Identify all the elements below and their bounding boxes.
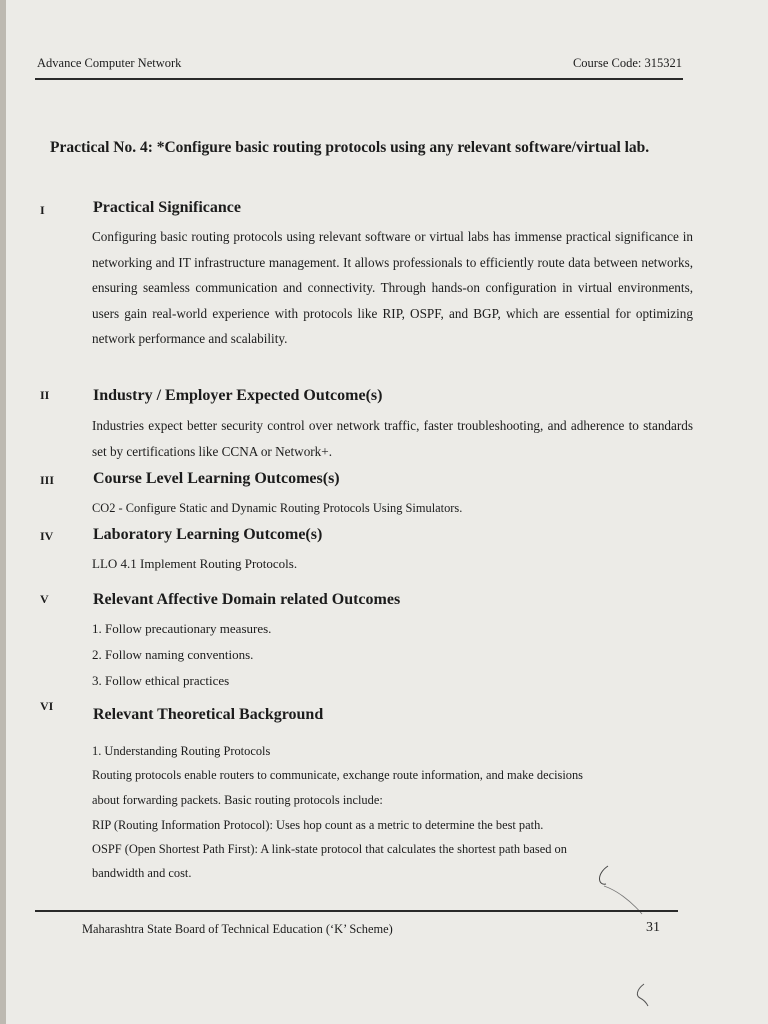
list-item: 2. Follow naming conventions. [92,647,254,662]
section-number: V [40,592,49,606]
section-number: II [40,388,50,402]
body-line: about forwarding packets. Basic routing protocols include: [92,793,383,807]
page-number: 31 [646,920,660,935]
footer-rule [35,910,678,912]
section-body: Configuring basic routing protocols using relevant software or virtual labs has immense practical significance in networking and IT infrastructure management. It allows professionals to efficiently route data between networks, ensuring seamless communication and connectivity. Through hands-on configuration in virtual environments, users gain real-world experience with protocols like RIP, OSPF, and BGP, which are essential for optimizing network performance and scalability. [92,229,693,347]
section-heading: Relevant Theoretical Background [93,706,324,723]
body-line: 1. Understanding Routing Protocols [92,744,271,758]
section-heading: Laboratory Learning Outcome(s) [93,526,323,543]
body-line: OSPF (Open Shortest Path First): A link-state protocol that calculates the shortest path based on [92,842,567,856]
header-rule [35,78,683,80]
section-heading: Industry / Employer Expected Outcome(s) [93,387,383,404]
section-body: LLO 4.1 Implement Routing Protocols. [92,556,298,571]
body-line: RIP (Routing Information Protocol): Uses hop count as a metric to determine the best path. [92,818,544,832]
list-item: 1. Follow precautionary measures. [92,621,272,636]
section-number: VI [40,699,54,713]
list-item: 3. Follow ethical practices [92,673,230,688]
section-number: III [40,473,55,487]
body-line: bandwidth and cost. [92,866,192,880]
header-course-code: Course Code: 315321 [572,56,682,70]
section-number: IV [40,529,54,543]
section-heading: Relevant Affective Domain related Outcomes [93,591,401,608]
section-body: Industries expect better security control over network traffic, faster troubleshooting, and adherence to standards set by certifications like CCNA or Network+. [92,418,693,459]
section-body: CO2 - Configure Static and Dynamic Routing Protocols Using Simulators. [92,501,463,515]
section-number: I [40,203,45,217]
section-heading: Practical Significance [93,199,241,216]
body-line: Routing protocols enable routers to communicate, exchange route information, and make decisions [92,768,584,782]
footer-board-name: Maharashtra State Board of Technical Education (‘K’ Scheme) [82,922,393,936]
pen-mark [630,980,660,1010]
page-edge-shadow [0,0,6,1024]
practical-title: Practical No. 4: *Configure basic routing protocols using any relevant software/virtual lab. [50,139,650,156]
header-course-name: Advance Computer Network [37,56,182,70]
section-heading: Course Level Learning Outcomes(s) [93,470,340,487]
